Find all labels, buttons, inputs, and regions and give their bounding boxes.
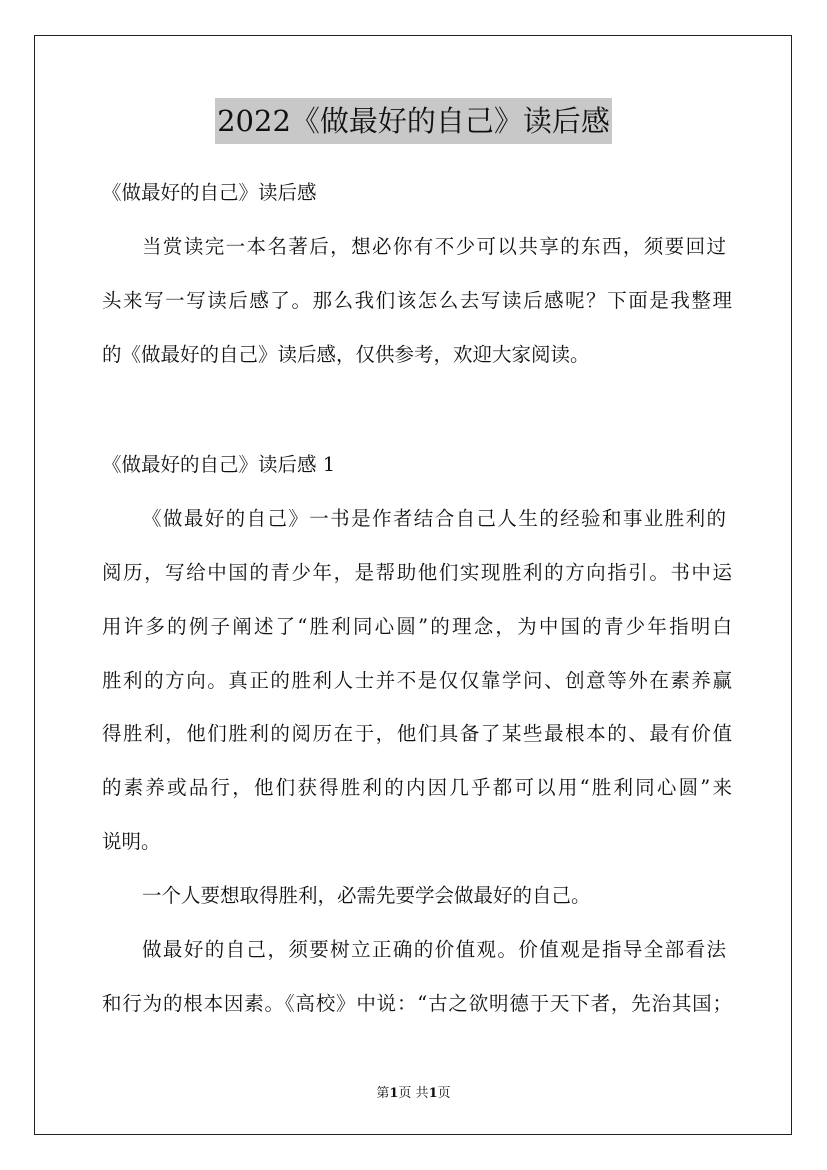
para3-line-1: 做最好的自己，须要树立正确的价值观。价值观是指导全部看法 <box>142 938 726 961</box>
page-footer <box>0 1082 827 1101</box>
footer-total-pages: 1 <box>428 1086 438 1101</box>
para1-line-4: 胜利的方向。真正的胜利人士并不是仅仅靠学问、创意等外在素养赢 <box>102 669 732 692</box>
para2-line-1: 一个人要想取得胜利，必需先要学会做最好的自己。 <box>142 884 591 907</box>
intro-line-2: 头来写一写读后感了。那么我们该怎么去写读后感呢？下面是我整理 <box>102 289 732 312</box>
footer-mid: 页 共 <box>398 1086 429 1101</box>
para1-line-2: 阅历，写给中国的青少年，是帮助他们实现胜利的方向指引。书中运 <box>102 561 732 584</box>
para1-line-3: 用许多的例子阐述了“胜利同心圆”的理念，为中国的青少年指明白 <box>102 615 732 638</box>
footer-page-number: 1 <box>389 1086 399 1101</box>
para1-line-1: 《做最好的自己》一书是作者结合自己人生的经验和事业胜利的 <box>142 507 726 530</box>
intro-line-3: 的《做最好的自己》读后感，仅供参考，欢迎大家阅读。 <box>102 343 590 366</box>
document-title: 2022《做最好的自己》读后感 <box>215 98 612 144</box>
footer-suffix: 页 <box>437 1086 451 1101</box>
para3-line-2: 和行为的根本因素。《高校》中说：“古之欲明德于天下者，先治其国； <box>102 992 732 1015</box>
footer-prefix: 第 <box>376 1086 390 1101</box>
subtitle: 《做最好的自己》读后感 <box>102 181 317 204</box>
intro-line-1: 当赏读完一本名著后，想必你有不少可以共享的东西，须要回过 <box>142 235 726 258</box>
para1-line-5: 得胜利，他们胜利的阅历在于，他们具备了某些最根本的、最有价值 <box>102 722 732 745</box>
section-heading: 《做最好的自己》读后感 1 <box>102 453 336 476</box>
para1-line-7: 说明。 <box>102 830 161 853</box>
title-container <box>0 98 827 144</box>
para1-line-6: 的素养或品行，他们获得胜利的内因几乎都可以用“胜利同心圆”来 <box>102 776 732 799</box>
